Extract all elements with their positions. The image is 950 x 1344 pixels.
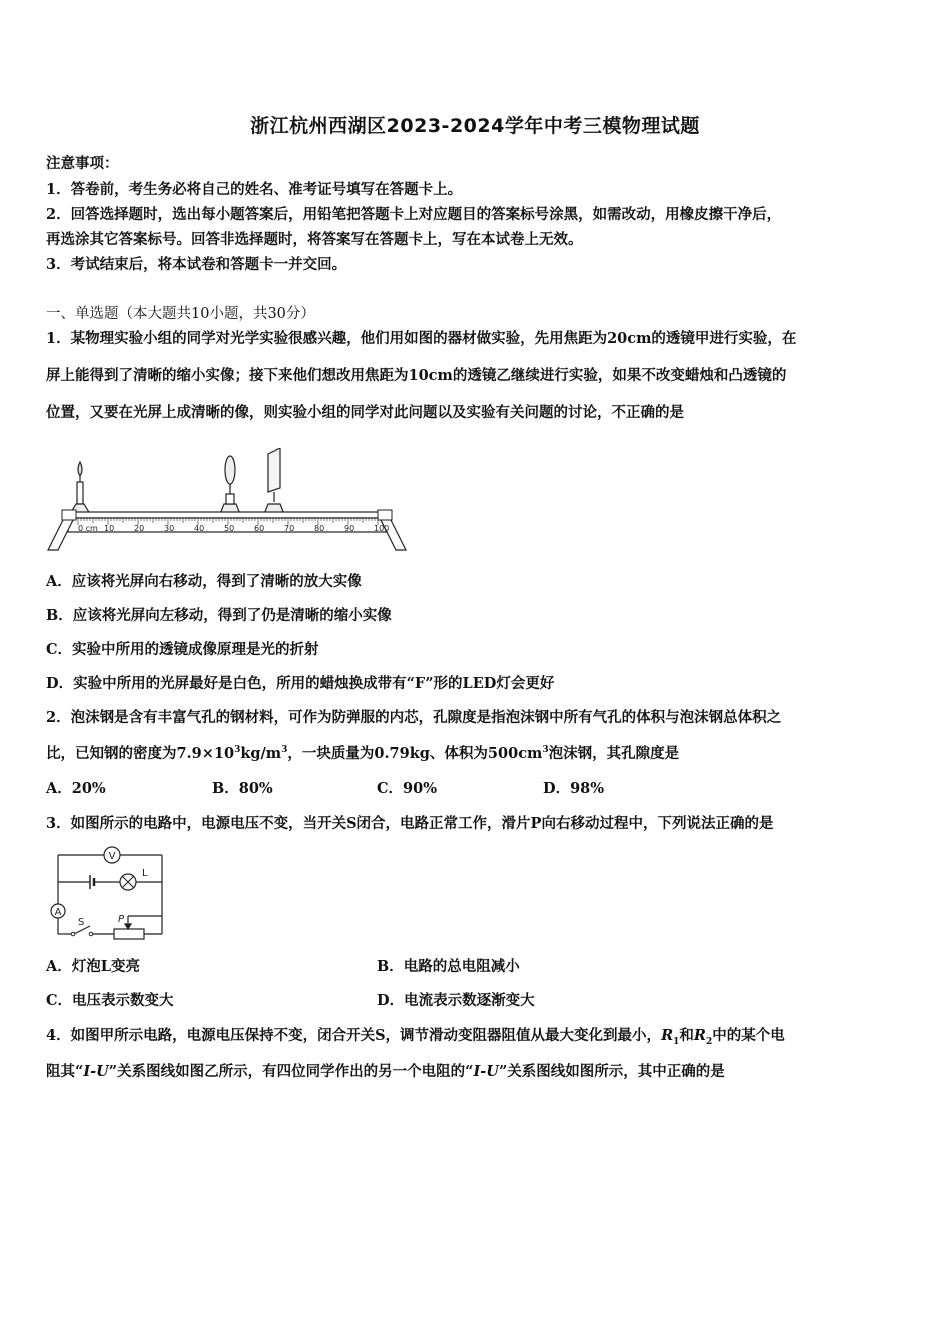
q4-r1-sub: 1 xyxy=(673,1036,680,1047)
q4-iu: I-U xyxy=(83,1063,109,1080)
q4-r2: R xyxy=(693,1027,706,1044)
lamp-label: L xyxy=(142,868,148,879)
ruler-label: 40 xyxy=(194,524,205,533)
slider-label: P xyxy=(118,914,125,925)
question-1-text: 屏上能得到了清晰的缩小实像；接下来他们想改用焦距为10cm的透镜乙继续进行实验，如果不改变蜡烛和凸透镜的 xyxy=(46,367,787,384)
ruler-label: 100 xyxy=(374,524,390,533)
q4-r1: R xyxy=(661,1027,674,1044)
ruler-label: 30 xyxy=(164,524,175,533)
circuit-diagram xyxy=(44,842,174,942)
question-1-option-d: D．实验中所用的光屏最好是白色，所用的蜡烛换成带有“F”形的LED灯会更好 xyxy=(46,675,555,692)
question-1-option-b: B．应该将光屏向左移动，得到了仍是清晰的缩小实像 xyxy=(46,607,392,624)
ammeter-label: A xyxy=(54,907,62,918)
ruler-label: 90 xyxy=(344,524,355,533)
ruler-label: 70 xyxy=(284,524,295,533)
ruler-label: 80 xyxy=(314,524,325,533)
notice-heading: 注意事项： xyxy=(46,155,119,172)
light-screen-icon xyxy=(264,448,284,514)
notice-item: 3．考试结束后，将本试卷和答题卡一并交回。 xyxy=(46,256,347,273)
page-title: 浙江杭州西湖区2023-2024学年中考三模物理试题 xyxy=(250,115,700,137)
question-2-option-a: A．20% xyxy=(46,780,106,797)
question-3-text: 3．如图所示的电路中，电源电压不变，当开关S闭合，电路正常工作，滑片P向右移动过程中，下列说法正确的是 xyxy=(46,815,774,832)
q2-part: kg/m xyxy=(240,745,282,762)
question-3-option-c: C．电压表示数变大 xyxy=(46,992,174,1009)
q2-part: 泡沫钢，其孔隙度是 xyxy=(548,745,680,762)
q2-part: ，一块质量为0.79kg、体积为500cm xyxy=(287,745,543,762)
ruler-label: 50 xyxy=(224,524,235,533)
q4-r2-sub: 2 xyxy=(705,1036,713,1047)
voltmeter-label: V xyxy=(108,851,116,862)
q2-exponent: 3 xyxy=(234,745,241,756)
question-3-option-b: B．电路的总电阻减小 xyxy=(377,958,520,975)
question-3-option-a: A．灯泡L变亮 xyxy=(46,958,140,975)
ruler-label: 20 xyxy=(134,524,145,533)
q2-part: 比，已知钢的密度为7.9×10 xyxy=(46,745,235,762)
notice-item: 1．答卷前，考生务必将自己的姓名、准考证号填写在答题卡上。 xyxy=(46,181,463,198)
question-4-text-line1 xyxy=(46,1024,785,1047)
ruler-label: 0 cm xyxy=(78,524,98,533)
q2-exponent: 3 xyxy=(281,745,288,756)
notice-item: 2．回答选择题时，选出每小题答案后，用铅笔把答题卡上对应题目的答案标号涂黑，如需改动，用橡皮擦干净后， xyxy=(46,206,782,223)
convex-lens-icon xyxy=(220,456,240,514)
question-3-option-d: D．电流表示数逐渐变大 xyxy=(377,992,535,1009)
question-2-option-c: C．90% xyxy=(377,780,437,797)
question-2-option-b: B．80% xyxy=(212,780,273,797)
section-heading: 一、单选题（本大题共10小题，共30分） xyxy=(46,306,315,322)
q4-part: ”关系图线如图所示，其中正确的是 xyxy=(498,1063,725,1080)
q4-iu: I-U xyxy=(473,1063,499,1080)
question-2-text: 2．泡沫钢是含有丰富气孔的钢材料，可作为防弹服的内芯，孔隙度是指泡沫钢中所有气孔的体积与泡沫钢总体积之 xyxy=(46,709,782,726)
candle-icon xyxy=(70,462,90,514)
lamp-icon xyxy=(120,868,148,890)
question-1-text: 位置，又要在光屏上成清晰的像，则实验小组的同学对此问题以及实验有关问题的讨论，不正确的是 xyxy=(46,404,684,421)
q4-and: 和 xyxy=(679,1027,694,1044)
voltmeter-icon xyxy=(104,847,120,863)
ruler-label: 10 xyxy=(104,524,115,533)
question-1-option-c: C．实验中所用的透镜成像原理是光的折射 xyxy=(46,641,319,658)
ruler-label: 60 xyxy=(254,524,265,533)
ammeter-icon xyxy=(51,904,65,918)
q2-exponent: 3 xyxy=(542,745,549,756)
switch-label: S xyxy=(78,917,85,928)
question-1-text: 1．某物理实验小组的同学对光学实验很感兴趣，他们用如图的器材做实验，先用焦距为20cm的透镜甲进行实验，在 xyxy=(46,330,797,347)
question-4-text-line2 xyxy=(46,1060,725,1081)
optical-bench-figure xyxy=(42,448,414,558)
q4-part: ”关系图线如图乙所示，有四位同学作出的另一个电阻的“ xyxy=(108,1063,474,1080)
q4-part: 中的某个电 xyxy=(712,1027,785,1044)
question-2-text-line2 xyxy=(46,742,679,763)
q4-part: 4．如图甲所示电路，电源电压保持不变，闭合开关S，调节滑动变阻器阻值从最大变化到最小， xyxy=(46,1027,662,1044)
q4-part: 阻其“ xyxy=(46,1063,84,1080)
question-2-option-d: D．98% xyxy=(543,780,605,797)
notice-item: 再选涂其它答案标号。回答非选择题时，将答案写在答题卡上，写在本试卷上无效。 xyxy=(46,231,583,248)
question-1-option-a: A．应该将光屏向右移动，得到了清晰的放大实像 xyxy=(46,573,362,590)
